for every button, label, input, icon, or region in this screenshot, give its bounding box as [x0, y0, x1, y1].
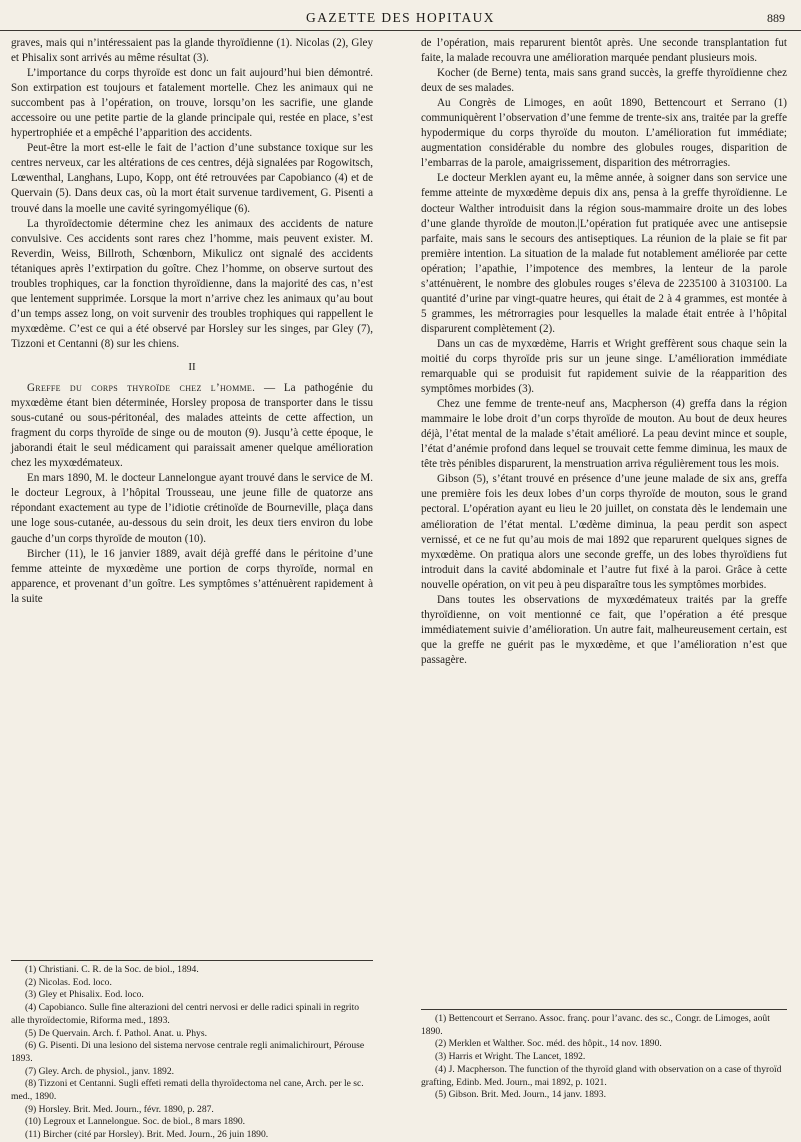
paragraph: graves, mais qui n’intéressaient pas la glande thyroïdienne (1). Nicolas (2), Gley et Phisalix sont arrivés au même résultat (3). [11, 37, 373, 65]
paragraph: Bircher (11), le 16 janvier 1889, avait déjà greffé dans le péritoine d’une femme atteinte de myxœdème une portion de corps thyroïde, normal en apparence, et provenant d’un goître. Les symptômes s’atténuèrent rapidement à la suite [11, 547, 373, 605]
footnote: (5) De Quervain. Arch. f. Pathol. Anat. u. Phys. [25, 1027, 207, 1039]
footnote: (2) Merklen et Walther. Soc. méd. des hôpit., 14 nov. 1890. [435, 1038, 662, 1050]
left-column [11, 36, 373, 607]
paragraph [11, 381, 373, 471]
footnote: (4) Capobianco. Sulle fine alterazioni del centri nervosi er delle radici spinali in regrito alle thyroïdectomie, Riforma med., 1893. [11, 1002, 360, 1026]
paragraph: Dans toutes les observations de myxœdémateux traités par la greffe thyroïdienne, on voit mentionné ce fait, que l’opération a été presque immédiatement suivie d’amélioration. Un autre fait, malheureusement certain, est que la greffe ne guérit pas le myxœdème, et que l’amélioration n’est que passagère. [421, 593, 787, 666]
paragraph: Gibson (5), s’étant trouvé en présence d’une jeune malade de six ans, greffa une première fois les deux lobes d’un corps thyroïde de mouton, sous le grand pectoral. L’opération ayant eu lieu le 20 juillet, on constata dès le lendemain une amélioration de l’état mental. L’œdème diminua, la peau perdit son aspect vernissé, et ce ne fut qu’au mois de mai 1892 que reparurent quelques signes de myxœdème. On pratiqua alors une seconde greffe, un des lobes thyroïdiens fut introduit dans la cavité abdominale et l’autre fut fixé à la paroi. Grâce à cette nouvelle opération, on vit peu à peu disparaître tous les symptômes morbides. [421, 473, 787, 591]
running-title: GAZETTE DES HOPITAUX [306, 10, 495, 25]
footnote: (1) Christiani. C. R. de la Soc. de biol., 1894. [25, 964, 199, 975]
page-number: 889 [767, 11, 785, 25]
footnotes-right [421, 1009, 787, 1102]
right-column [421, 36, 787, 668]
footnote: (10) Legroux et Lannelongue. Soc. de biol., 8 mars 1890. [25, 1116, 246, 1128]
footnote: (8) Tizzoni et Centanni. Sugli effeti remati della thyroïdectoma nel cane, Arch. per le sc. med., 1890. [11, 1078, 364, 1103]
paragraph-text: — La pathogénie du myxœdème étant bien déterminée, Horsley proposa de transporter dans le tissu sous-cutané ou sous-péritonéal, des malades atteints de cette affection, un fragment du corps thyroïde de singe ou de mouton (9). Jusqu’à cette époque, le jaborandi était le seul médicament qui paraissait amener quelque amélioration chez les myxœdémateux. [11, 382, 373, 470]
footnote: (6) G. Pisenti. Di una lesiono del sistema nervose centrale regli animalichirourt, Pérouse 1893. [11, 1040, 365, 1064]
paragraph: Chez une femme de trente-neuf ans, Macpherson (4) greffa dans la région mammaire le lobe droit d’un corps thyroïde de mouton. Au bout de deux heures déjà, l’état mental de la malade s’était amélioré. La peau devint mince et souple, l’état d’anémie profond dans lequel se trouvait cette femme diminua, les maux de tête très pénibles disparurent, la menstruation arriva régulièrement tous les mois. [421, 398, 787, 471]
paragraph: Le docteur Merklen ayant eu, la même année, à soigner dans son service une femme atteinte de myxœdème depuis dix ans, pensa à la greffe thyroïdienne. Le docteur Walther introduisit dans la région sous-mammaire droite un des lobes d’une glande thyroïde de mouton.|L’opération fut pratiquée avec une antisepsie parfaite, mais sans le secours des antiseptiques. La réunion de la plaie se fit par première intention. La situation de la malade fut notablement améliorée par cette opération; l’apathie, l’impotence des membres, la lenteur de la parole s’atténuèrent, le nombre des globules rouges s’éleva de 2235100 à 3103100. La quantité d’urine par vingt-quatre heures, qui était de 2 à 4 grammes, est montée à 5 grammes, les métrorragies pour lesquelles la malade était entrée à l’hôpital disparurent complètement (2). [421, 172, 787, 335]
footnote: (3) Harris et Wright. The Lancet, 1892. [435, 1051, 586, 1063]
footnote: (11) Bircher (cité par Horsley). Brit. Med. Journ., 26 juin 1890. [25, 1129, 269, 1141]
paragraph: Kocher (de Berne) tenta, mais sans grand succès, la greffe thyroïdienne chez deux de ses malades. [421, 67, 787, 95]
footnote: (2) Nicolas. Eod. loco. [25, 976, 112, 988]
section-heading: Greffe du corps thyroïde chez l’homme. [27, 382, 256, 395]
paragraph: Peut-être la mort est-elle le fait de l’action d’une substance toxique sur les centres nerveux, car les altérations de ces centres, déjà signalées par Rogowitsch, Lœwenthal, Langhans, Lupo, Kopp, ont été retrouvées par Capobianco (4) et de Quervain (5). Dans deux cas, où la mort était survenue tardivement, G. Pisenti a trouvé dans la moelle une cavité syringomyélique (6). [11, 142, 373, 215]
footnote: (1) Bettencourt et Serrano. Assoc. franç. pour l’avanc. des sc., Congr. de Limoges, août 1890. [421, 1013, 770, 1037]
section-numeral: II [188, 360, 196, 373]
footnote: (5) Gibson. Brit. Med. Journ., 14 janv. 1893. [435, 1089, 606, 1101]
footnote: (4) J. Macpherson. The function of the thyroïd gland with observation on a case of thyroïd grafting, Edinb. Med. Journ., mai 1892, p. 1021. [421, 1063, 782, 1088]
paragraph: Au Congrès de Limoges, en août 1890, Bettencourt et Serrano (1) communiquèrent l’observation d’une femme de trente-six ans, traitée par la greffe hypodermique du corps thyroïde du mouton. L’amélioration fut immédiate; augmentation considérable du nombre des globules rouges, disparition de l’embarras de la parole, amaigrissement, disparition des métrorragies. [421, 97, 787, 170]
paragraph: Dans un cas de myxœdème, Harris et Wright greffèrent sous chaque sein la moitié du corps thyroïde pris sur un jeune singe. L’amélioration immédiate remarquable qui se produisit fut rapidement suivie de la réapparition des symptômes morbides (3). [421, 337, 787, 396]
paragraph: En mars 1890, M. le docteur Lannelongue ayant trouvé dans le service de M. le docteur Legroux, à l’hôpital Trousseau, une jeune fille de quatorze ans répondant exactement au type de l’idiotie crétinoïde de Bourneville, plaça dans une loge sous-cutanée, au-dessous du sein droit, les deux tiers environ du lobe gauche d’un corps thyroïde de mouton (10). [11, 472, 373, 545]
footnotes-left [11, 960, 373, 1142]
paragraph: La thyroïdectomie détermine chez les animaux des accidents de nature convulsive. Ces accidents sont rares chez l’homme, mais peuvent exister. M. Reverdin, Weiss, Billroth, Schœnborn, Mikulicz ont signalé des accidents tétaniques après l’extirpation du goître. Chez l’homme, on observe surtout des troubles trophiques, car la fonction thyroïdienne, dans la majorité des cas, n’est que lentement supprimée. Lorsque la mort n’arrive chez les animaux qu’au bout d’un temps assez long, on voit survenir des troubles trophiques qui rappellent le myxœdème. C’est ce qui a été observé par Horsley sur les singes, par Gley (7), Tizzoni et Centanni (8) sur les chiens. [11, 217, 373, 350]
paragraph: de l’opération, mais reparurent bientôt après. Une seconde transplantation fut faite, la malade recouvra une amélioration marquée pendant plusieurs mois. [421, 37, 787, 65]
footnote: (7) Gley. Arch. de physiol., janv. 1892. [25, 1065, 175, 1077]
paragraph: L’importance du corps thyroïde est donc un fait aujourd’hui bien démontré. Son extirpation est toujours et fatalement mortelle. Chez les animaux qui ne succombent pas à l’opération, on trouve, lorsqu’on les sacrifie, une glande accessoire ou une petite partie de la glande principale qui, restée en place, s’est hypertrophiée et a empêché l’apparition des accidents. [11, 67, 373, 140]
footnote: (9) Horsley. Brit. Med. Journ., févr. 1890, p. 287. [25, 1103, 214, 1115]
page-header [0, 8, 801, 31]
footnote: (3) Gley et Phisalix. Eod. loco. [25, 989, 144, 1001]
